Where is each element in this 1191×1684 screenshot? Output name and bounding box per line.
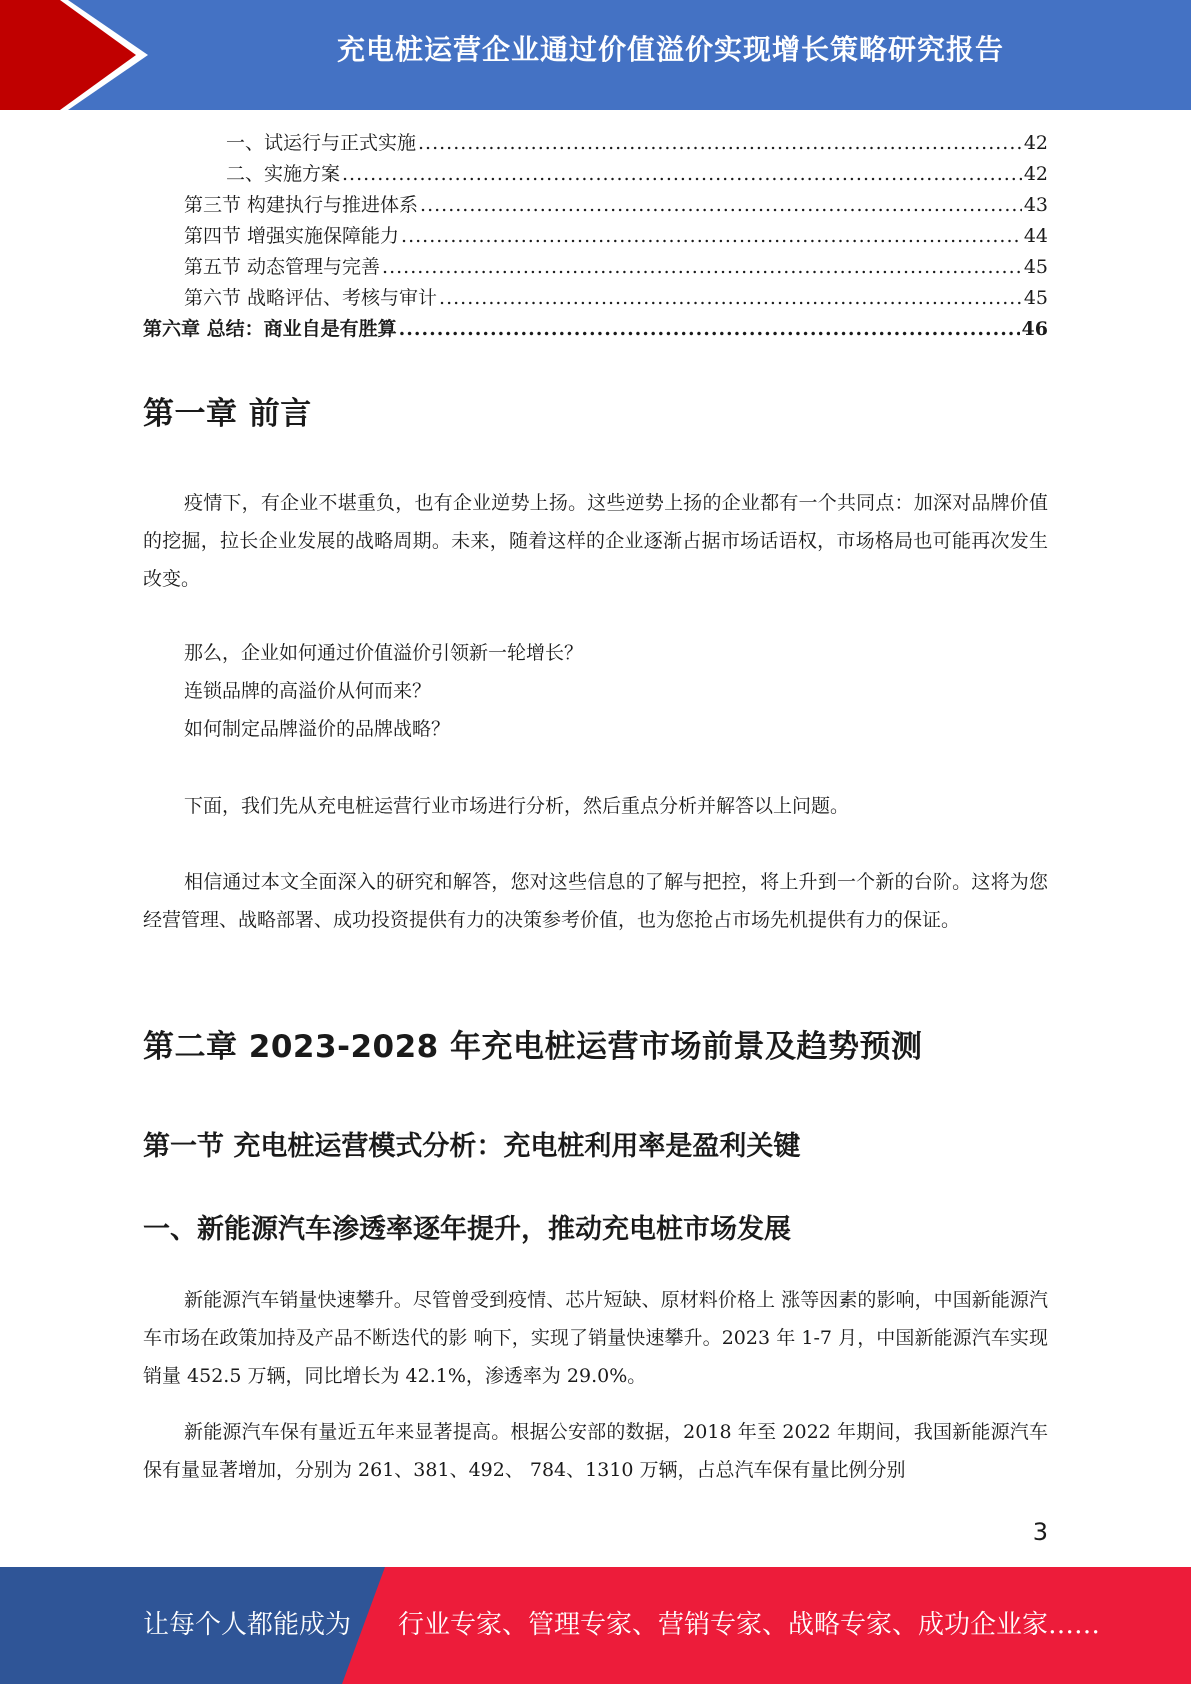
toc-entry[interactable] <box>143 283 1048 314</box>
body-paragraph: 下面，我们先从充电桩运营行业市场进行分析，然后重点分析并解答以上问题。 <box>184 795 850 817</box>
question-line: 如何制定品牌溢价的品牌战略？ <box>184 718 451 740</box>
footer-slogan-right: 行业专家、管理专家、营销专家、战略专家、成功企业家…… <box>398 1610 1101 1640</box>
toc-entry-page: 45 <box>1023 287 1048 309</box>
body-paragraph: 相信通过本文全面深入的研究和解答，您对这些信息的了解与把控，将上升到一个新的台阶。这将为您经营管理、战略部署、成功投资提供有力的决策参考价值，也为您抢占市场先机提供有力的保证。 <box>143 871 1048 931</box>
body-paragraph: 疫情下，有企业不堪重负，也有企业逆势上扬。这些逆势上扬的企业都有一个共同点：加深对品牌价值的挖掘，拉长企业发展的战略周期。未来，随着这样的企业逐渐占据市场话语权，市场格局也可能再次发生改变。 <box>143 492 1048 590</box>
section-heading-wrap <box>143 1124 1048 1163</box>
toc-entry-title: 第四节 增强实施保障能力 <box>184 225 400 247</box>
question-list <box>143 634 1048 748</box>
toc-leader-dots <box>382 256 1022 278</box>
chapter-2-heading-wrap <box>143 1021 1048 1066</box>
subsection-heading: 一、新能源汽车渗透率逐年提升，推动充电桩市场发展 <box>143 1214 791 1245</box>
chapter-heading: 第一章 前言 <box>143 396 312 432</box>
body-paragraph: 新能源汽车销量快速攀升。尽管曾受到疫情、芯片短缺、原材料价格上 涨等因素的影响，中国新能源汽车市场在政策加持及产品不断迭代的影 响下，实现了销量快速攀升。2023 年 1-7 月，中国新能源汽车实现销量 452.5 万辆，同比增长为 42.1%，渗透率为 29.0%。 <box>143 1289 1048 1387</box>
page-number: 3 <box>1032 1518 1048 1546</box>
question-line: 那么，企业如何通过价值溢价引领新一轮增长？ <box>184 642 584 664</box>
toc-leader-dots <box>342 163 1022 185</box>
page-header <box>0 0 1191 110</box>
analysis-intro <box>143 787 1048 825</box>
toc-entry-title: 二、实施方案 <box>226 163 341 185</box>
question-line: 连锁品牌的高溢价从何而来？ <box>184 680 432 702</box>
subsection-heading-wrap <box>143 1207 1048 1246</box>
body-paragraph: 新能源汽车保有量近五年来显著提高。根据公安部的数据，2018 年至 2022 年期间，我国新能源汽车保有量显著增加，分别为 261、381、492、 784、1310 万辆，占总汽车保有量比例分别 <box>143 1421 1048 1481</box>
toc-entry-page: 44 <box>1023 225 1048 247</box>
toc-entry-page: 45 <box>1023 256 1048 278</box>
section-heading: 第一节 充电桩运营模式分析：充电桩利用率是盈利关键 <box>143 1131 801 1162</box>
chapter-1-heading-wrap <box>143 388 1048 433</box>
toc-entry-title: 第三节 构建执行与推进体系 <box>184 194 419 216</box>
toc-leader-dots <box>418 132 1022 154</box>
toc-entry[interactable] <box>143 221 1048 252</box>
toc-entry-title: 第五节 动态管理与完善 <box>184 256 381 278</box>
toc-entry-title: 第六章 总结：商业自是有胜算 <box>143 318 397 340</box>
toc-entry[interactable] <box>143 314 1048 345</box>
toc-leader-dots <box>439 287 1022 309</box>
chapter-heading: 第二章 2023-2028 年充电桩运营市场前景及趋势预测 <box>143 1029 923 1065</box>
toc-entry-page: 42 <box>1023 132 1048 154</box>
closing-paragraph <box>143 863 1048 939</box>
toc-entry[interactable] <box>143 128 1048 159</box>
toc-leader-dots <box>420 194 1022 216</box>
toc-entry[interactable] <box>143 252 1048 283</box>
page-footer <box>0 1567 1191 1684</box>
toc-entry-title: 一、试运行与正式实施 <box>226 132 417 154</box>
footer-slogan-left: 让每个人都能成为 <box>143 1610 352 1640</box>
toc-entry[interactable] <box>143 190 1048 221</box>
toc-entry-title: 第六节 战略评估、考核与审计 <box>184 287 438 309</box>
toc-leader-dots <box>401 225 1022 247</box>
report-title: 充电桩运营企业通过价值溢价实现增长策略研究报告 <box>336 33 1004 66</box>
table-of-contents <box>143 128 1048 345</box>
ev-ownership-paragraph <box>143 1413 1048 1489</box>
toc-entry[interactable] <box>143 159 1048 190</box>
chapter-1-intro <box>143 484 1048 598</box>
toc-entry-page: 46 <box>1021 318 1048 340</box>
toc-entry-page: 43 <box>1023 194 1048 216</box>
header-ribbon-decoration <box>0 0 160 110</box>
ev-sales-paragraph <box>143 1281 1048 1395</box>
toc-entry-page: 42 <box>1023 163 1048 185</box>
toc-leader-dots <box>399 318 1020 340</box>
